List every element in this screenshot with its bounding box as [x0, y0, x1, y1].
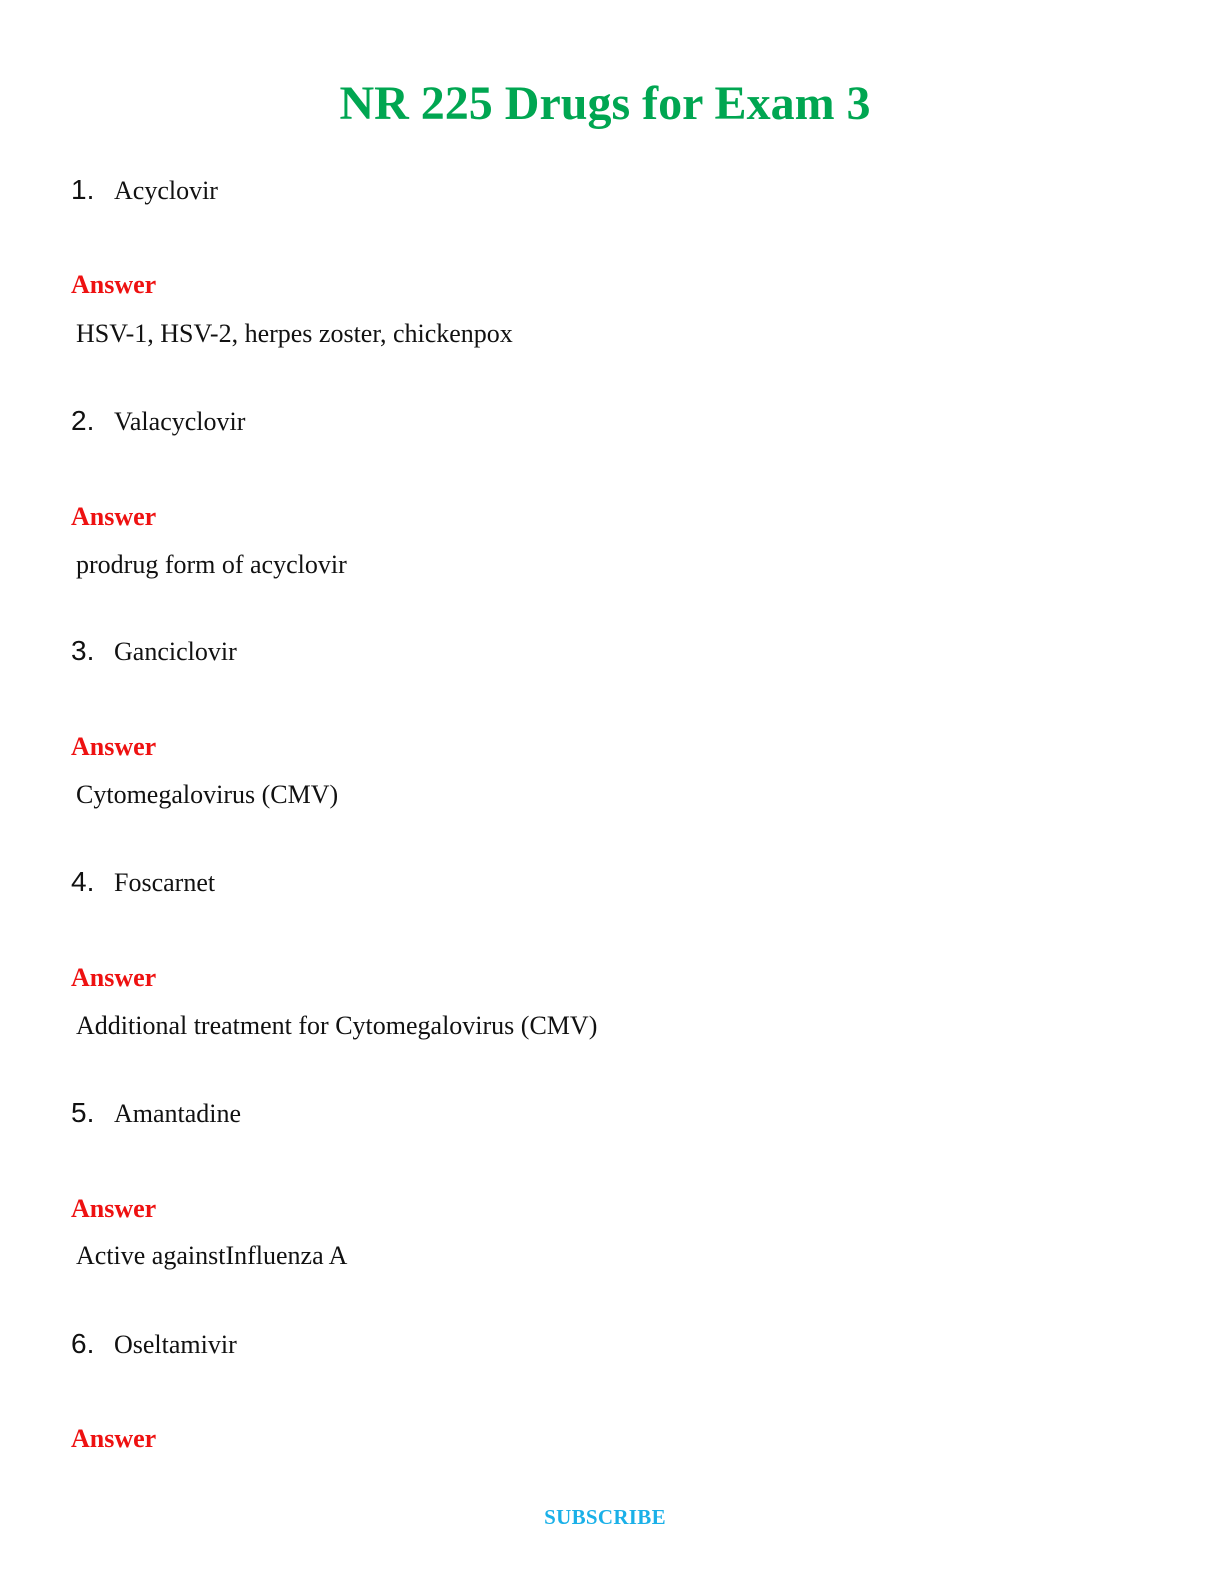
question-text: Amantadine — [114, 1099, 242, 1128]
question-number: 6. — [71, 1328, 95, 1359]
answer-label: Answer — [71, 963, 157, 992]
answer-text: Cytomegalovirus (CMV) — [76, 780, 339, 809]
answer-label: Answer — [71, 502, 157, 531]
answer-label: Answer — [71, 1424, 157, 1453]
question-text: Oseltamivir — [114, 1330, 237, 1359]
answer-text: Active againstInfluenza A — [76, 1241, 348, 1270]
question-number: 5. — [71, 1097, 95, 1128]
question-number: 3. — [71, 635, 95, 666]
question-item — [71, 404, 245, 438]
answer-label: Answer — [71, 732, 157, 761]
answer-text: HSV-1, HSV-2, herpes zoster, chickenpox — [76, 319, 513, 348]
question-text: Ganciclovir — [114, 637, 237, 666]
subscribe-link[interactable]: SUBSCRIBE — [544, 1505, 666, 1529]
question-item — [71, 173, 218, 207]
question-item — [71, 1327, 237, 1361]
answer-text: Additional treatment for Cytomegalovirus (CMV) — [76, 1011, 598, 1040]
question-number: 1. — [71, 174, 95, 205]
question-number: 4. — [71, 866, 95, 897]
question-item — [71, 634, 237, 668]
question-item — [71, 1096, 241, 1130]
answer-text: prodrug form of acyclovir — [76, 550, 347, 579]
question-text: Valacyclovir — [114, 407, 246, 436]
answer-label: Answer — [71, 270, 157, 299]
question-item — [71, 865, 215, 899]
page-title: NR 225 Drugs for Exam 3 — [339, 77, 871, 130]
answer-label: Answer — [71, 1194, 157, 1223]
question-text: Acyclovir — [114, 176, 218, 205]
question-number: 2. — [71, 405, 95, 436]
question-text: Foscarnet — [114, 868, 216, 897]
